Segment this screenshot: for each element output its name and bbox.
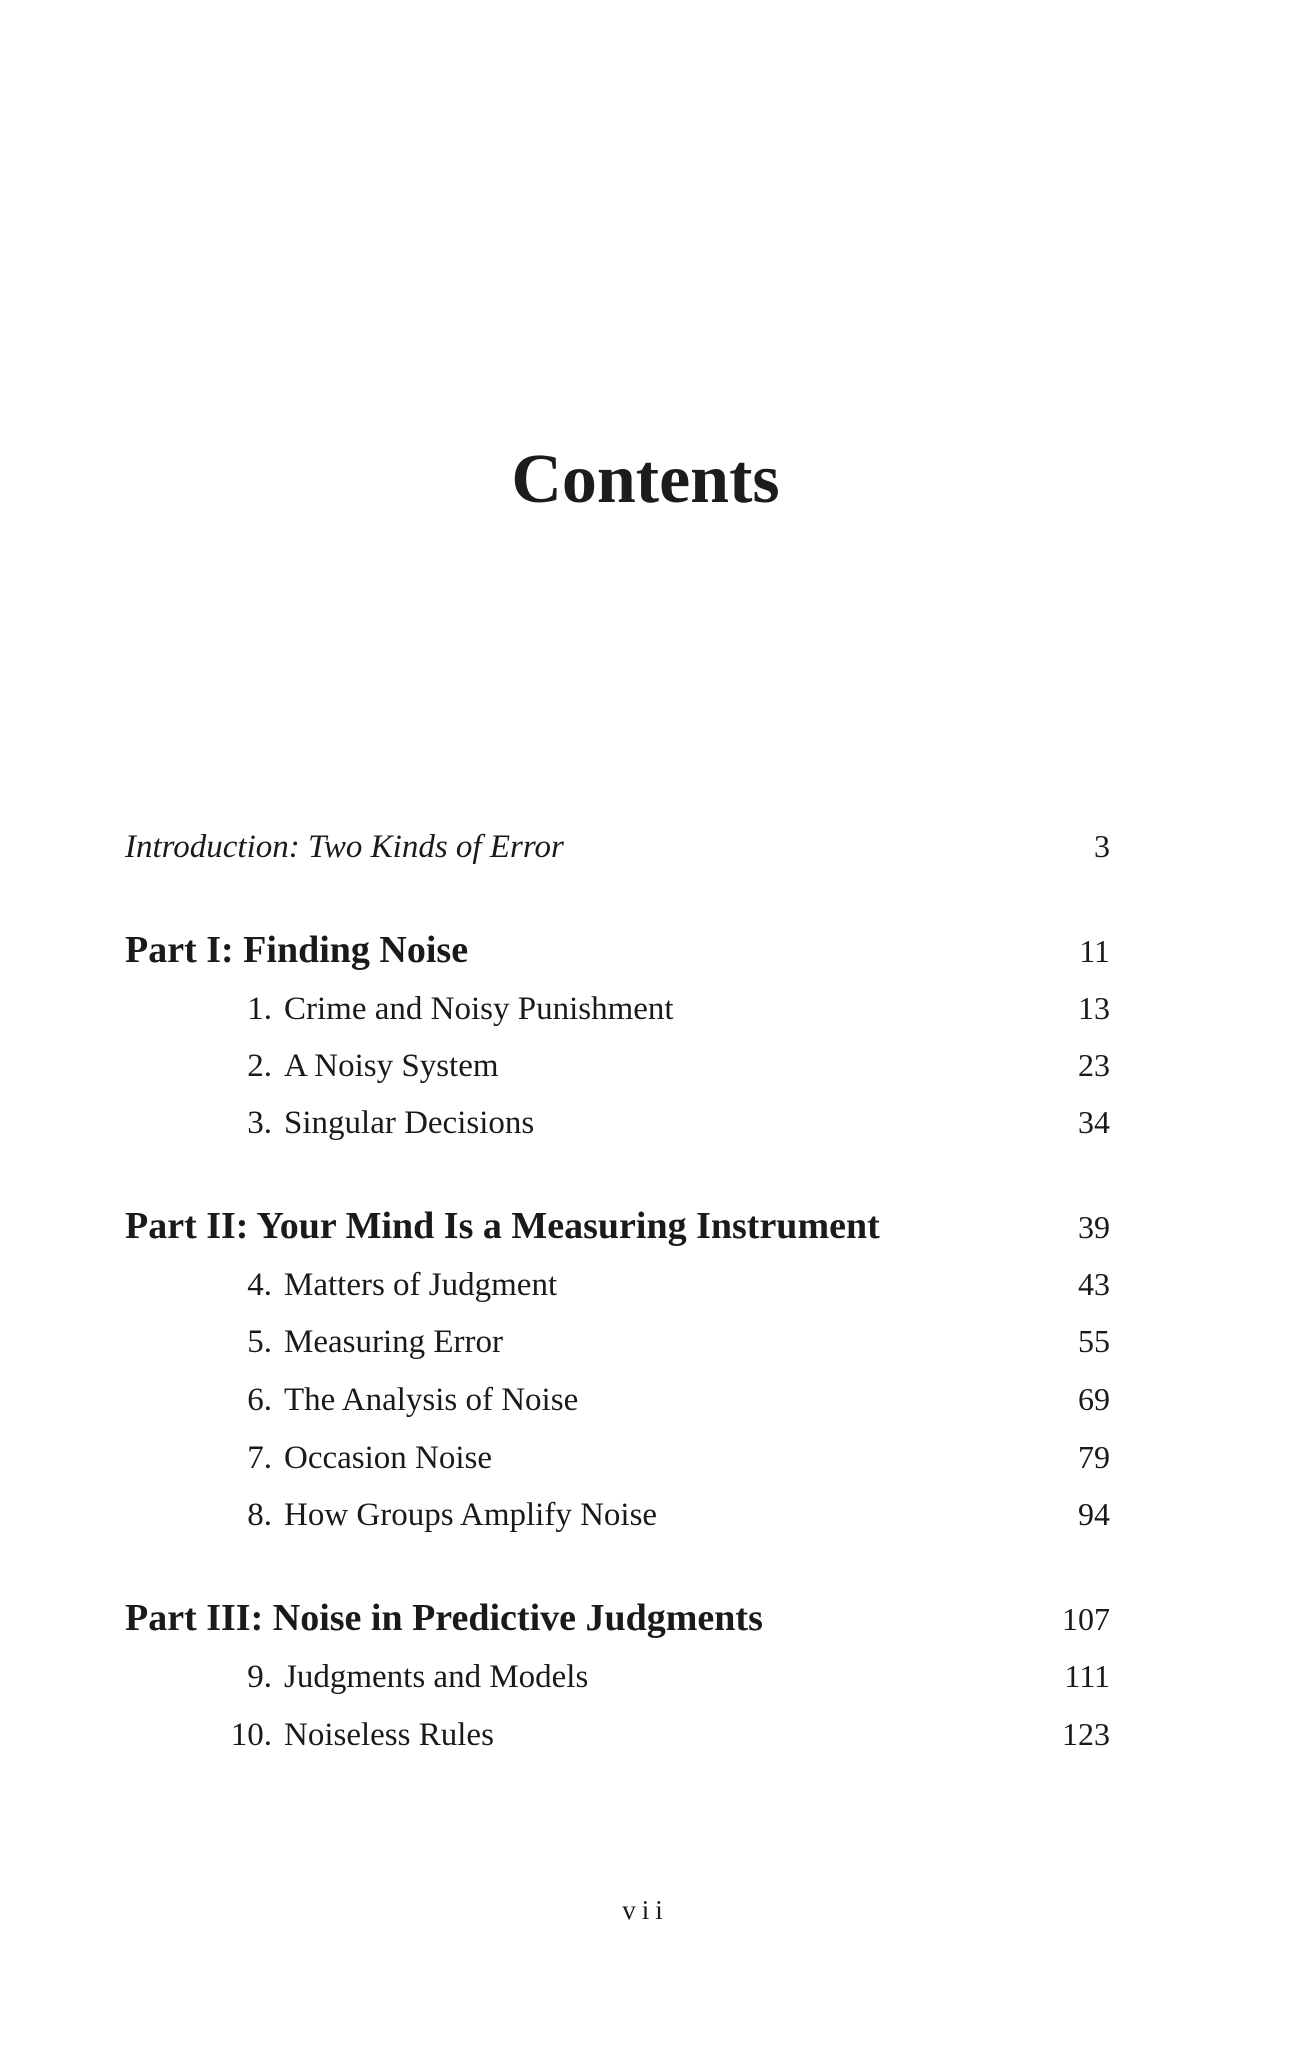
- chapter-number: 5.: [247, 1324, 272, 1360]
- toc-page-number: 55: [1078, 1323, 1110, 1359]
- toc-page-number: 123: [1062, 1716, 1110, 1752]
- chapter-number: 4.: [247, 1267, 272, 1303]
- toc-chapter: [125, 1496, 1110, 1534]
- toc-chapter: [125, 1716, 1110, 1754]
- toc-entry-introduction: [125, 828, 1110, 866]
- toc-chapter: [125, 990, 1110, 1028]
- toc-part-label: Part I: Finding Noise: [125, 929, 469, 971]
- toc-entry-label: Introduction: Two Kinds of Error: [125, 829, 564, 865]
- toc-page-number: 43: [1078, 1266, 1110, 1302]
- chapter-number: 10.: [230, 1717, 272, 1753]
- toc-page-number: 79: [1078, 1439, 1110, 1475]
- chapter-title: A Noisy System: [284, 1048, 499, 1084]
- toc-page-number: 3: [1094, 828, 1110, 864]
- toc-chapter: [125, 1104, 1110, 1142]
- chapter-number: 6.: [247, 1382, 272, 1418]
- toc-page-number: 39: [1078, 1209, 1110, 1245]
- toc-page-number: 23: [1078, 1047, 1110, 1083]
- toc-chapter: [125, 1381, 1110, 1419]
- toc-page-number: 34: [1078, 1104, 1110, 1140]
- chapter-title: Measuring Error: [284, 1324, 504, 1360]
- toc-chapter: [125, 1658, 1110, 1696]
- chapter-title: How Groups Amplify Noise: [284, 1497, 658, 1533]
- toc-page-number: 13: [1078, 990, 1110, 1026]
- chapter-number: 7.: [247, 1440, 272, 1476]
- chapter-number: 1.: [247, 991, 272, 1027]
- toc-part-1: [125, 928, 1110, 972]
- toc-part-label: Part III: Noise in Predictive Judgments: [125, 1597, 763, 1639]
- toc-page-number: 107: [1062, 1601, 1110, 1637]
- toc-chapter: [125, 1047, 1110, 1085]
- toc-page-number: 111: [1064, 1658, 1110, 1694]
- chapter-title: Occasion Noise: [284, 1440, 493, 1476]
- chapter-number: 3.: [247, 1105, 272, 1141]
- chapter-title: The Analysis of Noise: [284, 1382, 579, 1418]
- toc-part-3: [125, 1596, 1110, 1640]
- toc-chapter: [125, 1439, 1110, 1477]
- chapter-title: Matters of Judgment: [284, 1267, 558, 1303]
- page-title: Contents: [511, 441, 780, 518]
- chapter-number: 2.: [247, 1048, 272, 1084]
- toc-chapter: [125, 1323, 1110, 1361]
- chapter-number: 9.: [247, 1659, 272, 1695]
- chapter-title: Judgments and Models: [284, 1659, 589, 1695]
- toc-page-number: 11: [1079, 933, 1110, 969]
- toc-page-number: 94: [1078, 1496, 1110, 1532]
- chapter-number: 8.: [247, 1497, 272, 1533]
- chapter-title: Crime and Noisy Punishment: [284, 991, 674, 1027]
- chapter-title: Noiseless Rules: [284, 1717, 494, 1753]
- toc-part-2: [125, 1204, 1110, 1248]
- folio-page-number: vii: [622, 1895, 669, 1925]
- chapter-title: Singular Decisions: [284, 1105, 535, 1141]
- toc-part-label: Part II: Your Mind Is a Measuring Instrument: [125, 1205, 880, 1247]
- toc-page-number: 69: [1078, 1381, 1110, 1417]
- toc-chapter: [125, 1266, 1110, 1304]
